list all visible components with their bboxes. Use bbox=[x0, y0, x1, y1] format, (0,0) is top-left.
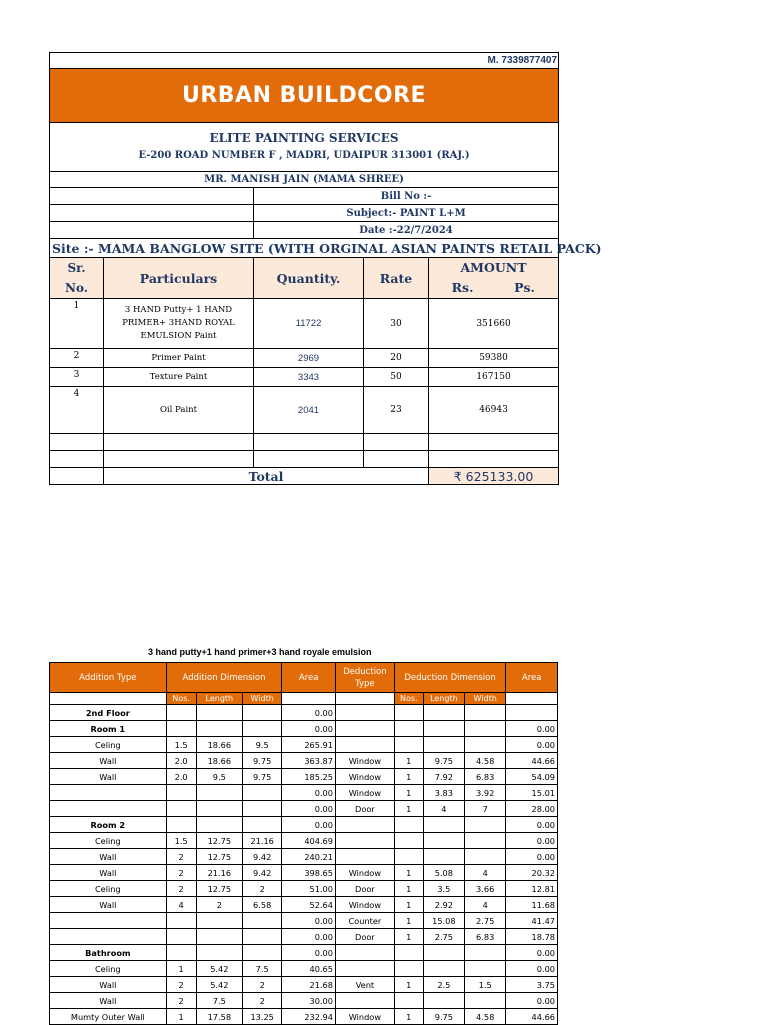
ded-nos-cell: 1 bbox=[394, 929, 423, 945]
addition-type-cell: Celing bbox=[50, 881, 167, 897]
add-width-cell bbox=[243, 929, 282, 945]
deduction-type-cell bbox=[335, 705, 394, 721]
item-amount: 351660 bbox=[429, 299, 559, 349]
ded-nos-cell bbox=[394, 737, 423, 753]
addition-type-cell: Celing bbox=[50, 737, 167, 753]
sheet-row bbox=[50, 785, 558, 801]
addition-type-cell: Celing bbox=[50, 961, 167, 977]
ded-area-cell: 11.68 bbox=[506, 897, 558, 913]
ded-width-cell: 2.75 bbox=[465, 913, 506, 929]
item-amount: 59380 bbox=[429, 349, 559, 368]
add-nos-cell bbox=[166, 913, 196, 929]
sheet-row bbox=[50, 913, 558, 929]
add-area-cell: 0.00 bbox=[282, 801, 336, 817]
ded-length-cell: 2.75 bbox=[423, 929, 464, 945]
site-name: Site :- MAMA BANGLOW SITE (WITH ORGINAL ASIAN PAINTS RETAIL PACK) bbox=[50, 239, 559, 258]
ded-length-cell bbox=[423, 705, 464, 721]
ded-area-cell: 15.01 bbox=[506, 785, 558, 801]
deduction-type-cell bbox=[335, 737, 394, 753]
table-row bbox=[50, 299, 559, 349]
ded-area-cell: 0.00 bbox=[506, 817, 558, 833]
addition-type-cell: Bathroom bbox=[50, 945, 167, 961]
add-length-cell: 17.58 bbox=[196, 1009, 242, 1025]
ded-area-cell: 0.00 bbox=[506, 945, 558, 961]
sheet-row bbox=[50, 705, 558, 721]
add-length-cell bbox=[196, 817, 242, 833]
ded-nos-cell: 1 bbox=[394, 801, 423, 817]
add-nos-cell bbox=[166, 721, 196, 737]
ded-nos-cell: 1 bbox=[394, 785, 423, 801]
ded-length-cell bbox=[423, 961, 464, 977]
nos-header: Nos. bbox=[166, 693, 196, 705]
add-width-cell: 7.5 bbox=[243, 961, 282, 977]
sheet-subheader-row bbox=[50, 693, 558, 705]
addition-type-cell bbox=[50, 785, 167, 801]
add-nos-cell: 1.5 bbox=[166, 737, 196, 753]
no-header-text: No. bbox=[65, 281, 88, 295]
item-quantity: 2969 bbox=[254, 349, 364, 368]
ded-width-cell bbox=[465, 705, 506, 721]
deduction-type-cell: Vent bbox=[335, 977, 394, 993]
bill-subject: Subject:- PAINT L+M bbox=[254, 205, 559, 222]
add-length-cell bbox=[196, 785, 242, 801]
item-amount: 167150 bbox=[429, 368, 559, 387]
ded-length-cell: 2.92 bbox=[423, 897, 464, 913]
ded-length-cell: 9.75 bbox=[423, 1009, 464, 1025]
add-area-cell: 0.00 bbox=[282, 945, 336, 961]
rs-header: Rs. bbox=[451, 280, 474, 295]
ded-length-cell: 9.75 bbox=[423, 753, 464, 769]
ded-width-cell bbox=[465, 993, 506, 1009]
sheet-row bbox=[50, 817, 558, 833]
add-area-cell: 0.00 bbox=[282, 721, 336, 737]
ded-length-cell: 7.92 bbox=[423, 769, 464, 785]
add-nos-cell bbox=[166, 929, 196, 945]
ded-area-cell: 44.66 bbox=[506, 753, 558, 769]
add-width-cell: 6.58 bbox=[243, 897, 282, 913]
company-name: URBAN BUILDCORE bbox=[50, 69, 559, 123]
item-sr: 2 bbox=[50, 349, 104, 368]
sheet-row bbox=[50, 865, 558, 881]
addition-type-cell bbox=[50, 801, 167, 817]
ded-nos-cell: 1 bbox=[394, 977, 423, 993]
item-quantity: 3343 bbox=[254, 368, 364, 387]
ded-area-cell: 0.00 bbox=[506, 833, 558, 849]
add-nos-cell bbox=[166, 705, 196, 721]
ded-width-cell bbox=[465, 817, 506, 833]
add-width-cell: 9.5 bbox=[243, 737, 282, 753]
sheet-row bbox=[50, 721, 558, 737]
add-nos-cell: 2 bbox=[166, 993, 196, 1009]
add-nos-cell: 2 bbox=[166, 865, 196, 881]
ded-nos-cell: 1 bbox=[394, 753, 423, 769]
add-nos-cell: 1 bbox=[166, 1009, 196, 1025]
empty-row bbox=[50, 434, 559, 451]
width-header: Width bbox=[243, 693, 282, 705]
item-particulars: Primer Paint bbox=[104, 349, 254, 368]
ded-length-cell: 15.08 bbox=[423, 913, 464, 929]
total-row bbox=[50, 468, 559, 485]
ded-width-cell: 3.92 bbox=[465, 785, 506, 801]
add-area-cell: 21.68 bbox=[282, 977, 336, 993]
deduction-dimension-header: Deduction Dimension bbox=[394, 663, 506, 693]
service-header bbox=[50, 123, 559, 172]
ded-area-cell: 3.75 bbox=[506, 977, 558, 993]
sheet-row bbox=[50, 833, 558, 849]
sr-header-text: Sr. bbox=[67, 261, 86, 275]
empty-row bbox=[50, 451, 559, 468]
add-length-cell: 2 bbox=[196, 897, 242, 913]
ded-width-cell: 4 bbox=[465, 865, 506, 881]
addition-type-cell: Wall bbox=[50, 993, 167, 1009]
add-area-cell: 0.00 bbox=[282, 929, 336, 945]
sheet-row bbox=[50, 945, 558, 961]
addition-type-cell bbox=[50, 913, 167, 929]
ded-area-cell: 54.09 bbox=[506, 769, 558, 785]
bill-date: Date :-22/7/2024 bbox=[254, 222, 559, 239]
addition-type-cell: Wall bbox=[50, 753, 167, 769]
length-header: Length bbox=[196, 693, 242, 705]
ded-width-cell: 3.66 bbox=[465, 881, 506, 897]
sr-no-header bbox=[50, 258, 104, 299]
ded-length-cell: 3.5 bbox=[423, 881, 464, 897]
deduction-type-cell bbox=[335, 945, 394, 961]
ded-width-cell bbox=[465, 945, 506, 961]
deduction-type-cell bbox=[335, 817, 394, 833]
sheet-row bbox=[50, 737, 558, 753]
addition-type-cell: 2nd Floor bbox=[50, 705, 167, 721]
item-amount: 46943 bbox=[429, 387, 559, 434]
add-nos-cell: 4 bbox=[166, 897, 196, 913]
add-width-cell: 2 bbox=[243, 993, 282, 1009]
item-quantity: 2041 bbox=[254, 387, 364, 434]
amount-header bbox=[429, 258, 559, 299]
add-nos-cell bbox=[166, 801, 196, 817]
item-particulars: Texture Paint bbox=[104, 368, 254, 387]
meta-blank bbox=[50, 188, 254, 205]
ded-width-cell: 6.83 bbox=[465, 929, 506, 945]
item-sr: 3 bbox=[50, 368, 104, 387]
total-value: ₹ 625133.00 bbox=[429, 468, 559, 485]
deduction-type-cell: Window bbox=[335, 897, 394, 913]
ded-nos-cell bbox=[394, 961, 423, 977]
bill-table bbox=[49, 52, 602, 485]
ded-area-cell: 41.47 bbox=[506, 913, 558, 929]
item-rate: 50 bbox=[364, 368, 429, 387]
add-nos-cell: 1 bbox=[166, 961, 196, 977]
nos-header-2: Nos. bbox=[394, 693, 423, 705]
rate-header: Rate bbox=[364, 258, 429, 299]
ded-length-cell bbox=[423, 833, 464, 849]
add-length-cell: 21.16 bbox=[196, 865, 242, 881]
item-sr: 1 bbox=[50, 299, 104, 349]
measurement-table bbox=[49, 662, 558, 1025]
length-header-2: Length bbox=[423, 693, 464, 705]
meta-blank bbox=[50, 222, 254, 239]
addition-type-cell: Wall bbox=[50, 865, 167, 881]
deduction-type-cell: Window bbox=[335, 785, 394, 801]
ded-width-cell: 1.5 bbox=[465, 977, 506, 993]
deduction-type-header: Deduction Type bbox=[335, 663, 394, 693]
addition-type-cell: Wall bbox=[50, 849, 167, 865]
deduction-type-cell: Window bbox=[335, 865, 394, 881]
addition-dimension-header: Addition Dimension bbox=[166, 663, 282, 693]
add-length-cell: 9.5 bbox=[196, 769, 242, 785]
add-width-cell: 21.16 bbox=[243, 833, 282, 849]
addition-type-cell: Wall bbox=[50, 977, 167, 993]
ded-nos-cell bbox=[394, 833, 423, 849]
add-nos-cell bbox=[166, 817, 196, 833]
deduction-type-cell bbox=[335, 833, 394, 849]
addition-type-cell: Room 2 bbox=[50, 817, 167, 833]
ded-area-cell bbox=[506, 705, 558, 721]
ded-area-cell: 0.00 bbox=[506, 721, 558, 737]
ded-length-cell bbox=[423, 945, 464, 961]
add-width-cell: 13.25 bbox=[243, 1009, 282, 1025]
company-address: E-200 ROAD NUMBER F , MADRI, UDAIPUR 313001 (RAJ.) bbox=[138, 150, 470, 161]
client-name: MR. MANISH JAIN (MAMA SHREE) bbox=[50, 172, 559, 188]
ded-width-cell: 6.83 bbox=[465, 769, 506, 785]
particulars-header: Particulars bbox=[104, 258, 254, 299]
ded-nos-cell bbox=[394, 945, 423, 961]
ded-length-cell: 2.5 bbox=[423, 977, 464, 993]
ded-width-cell bbox=[465, 737, 506, 753]
table-row bbox=[50, 368, 559, 387]
add-width-cell bbox=[243, 801, 282, 817]
sheet-row bbox=[50, 897, 558, 913]
bill-header-row bbox=[50, 258, 559, 299]
ded-length-cell: 5.08 bbox=[423, 865, 464, 881]
ded-width-cell: 4.58 bbox=[465, 1009, 506, 1025]
add-area-cell: 185.25 bbox=[282, 769, 336, 785]
ded-length-cell bbox=[423, 737, 464, 753]
meta-blank bbox=[50, 205, 254, 222]
ps-header: Ps. bbox=[514, 280, 535, 295]
add-nos-cell bbox=[166, 785, 196, 801]
add-area-cell: 30.00 bbox=[282, 993, 336, 1009]
item-quantity: 11722 bbox=[254, 299, 364, 349]
sheet-row bbox=[50, 769, 558, 785]
service-name: ELITE PAINTING SERVICES bbox=[209, 131, 399, 145]
deduction-type-cell: Counter bbox=[335, 913, 394, 929]
deduction-type-cell: Door bbox=[335, 881, 394, 897]
width-header-2: Width bbox=[465, 693, 506, 705]
addition-type-cell bbox=[50, 929, 167, 945]
ded-length-cell bbox=[423, 849, 464, 865]
add-length-cell: 12.75 bbox=[196, 881, 242, 897]
ded-nos-cell bbox=[394, 849, 423, 865]
sheet-row bbox=[50, 801, 558, 817]
add-area-cell: 0.00 bbox=[282, 785, 336, 801]
add-length-cell bbox=[196, 945, 242, 961]
add-width-cell: 9.75 bbox=[243, 769, 282, 785]
add-area-cell: 0.00 bbox=[282, 913, 336, 929]
ded-width-cell: 4.58 bbox=[465, 753, 506, 769]
add-width-cell bbox=[243, 817, 282, 833]
ded-width-cell bbox=[465, 833, 506, 849]
ded-area-cell: 44.66 bbox=[506, 1009, 558, 1025]
bill-number: Bill No :- bbox=[254, 188, 559, 205]
sheet-row bbox=[50, 1009, 558, 1025]
area-header-2: Area bbox=[506, 663, 558, 693]
add-width-cell bbox=[243, 913, 282, 929]
sheet-row bbox=[50, 881, 558, 897]
sheet-subtitle: 3 hand putty+1 hand primer+3 hand royale emulsion bbox=[148, 647, 372, 657]
ded-length-cell bbox=[423, 721, 464, 737]
deduction-type-cell: Door bbox=[335, 929, 394, 945]
add-area-cell: 40.65 bbox=[282, 961, 336, 977]
add-width-cell bbox=[243, 705, 282, 721]
item-particulars: 3 HAND Putty+ 1 HAND PRIMER+ 3HAND ROYAL EMULSION Paint bbox=[104, 299, 254, 349]
deduction-type-cell: Door bbox=[335, 801, 394, 817]
add-nos-cell bbox=[166, 945, 196, 961]
addition-type-cell: Mumty Outer Wall bbox=[50, 1009, 167, 1025]
add-area-cell: 240.21 bbox=[282, 849, 336, 865]
ded-width-cell bbox=[465, 721, 506, 737]
phone-number: M. 7339877407 bbox=[50, 53, 559, 69]
ded-area-cell: 0.00 bbox=[506, 993, 558, 1009]
add-width-cell: 9.75 bbox=[243, 753, 282, 769]
add-width-cell: 2 bbox=[243, 977, 282, 993]
add-length-cell: 5.42 bbox=[196, 977, 242, 993]
add-area-cell: 404.69 bbox=[282, 833, 336, 849]
ded-area-cell: 20.32 bbox=[506, 865, 558, 881]
add-area-cell: 265.91 bbox=[282, 737, 336, 753]
deduction-type-cell bbox=[335, 961, 394, 977]
ded-nos-cell bbox=[394, 705, 423, 721]
deduction-type-cell bbox=[335, 721, 394, 737]
add-width-cell: 9.42 bbox=[243, 865, 282, 881]
add-length-cell bbox=[196, 801, 242, 817]
ded-nos-cell bbox=[394, 721, 423, 737]
add-area-cell: 398.65 bbox=[282, 865, 336, 881]
sheet-row bbox=[50, 753, 558, 769]
table-row bbox=[50, 349, 559, 368]
add-length-cell: 12.75 bbox=[196, 833, 242, 849]
total-label: Total bbox=[104, 468, 429, 485]
item-particulars: Oil Paint bbox=[104, 387, 254, 434]
add-area-cell: 232.94 bbox=[282, 1009, 336, 1025]
ded-width-cell bbox=[465, 961, 506, 977]
ded-width-cell bbox=[465, 849, 506, 865]
deduction-type-cell: Window bbox=[335, 1009, 394, 1025]
item-rate: 30 bbox=[364, 299, 429, 349]
ded-nos-cell bbox=[394, 817, 423, 833]
deduction-type-cell bbox=[335, 993, 394, 1009]
ded-area-cell: 12.81 bbox=[506, 881, 558, 897]
ded-nos-cell: 1 bbox=[394, 865, 423, 881]
add-nos-cell: 2 bbox=[166, 881, 196, 897]
add-nos-cell: 2 bbox=[166, 849, 196, 865]
ded-length-cell bbox=[423, 817, 464, 833]
addition-type-cell: Wall bbox=[50, 769, 167, 785]
add-width-cell bbox=[243, 721, 282, 737]
amount-header-text: AMOUNT bbox=[460, 260, 527, 275]
add-nos-cell: 2.0 bbox=[166, 753, 196, 769]
add-nos-cell: 2 bbox=[166, 977, 196, 993]
sheet-row bbox=[50, 977, 558, 993]
ded-area-cell: 0.00 bbox=[506, 849, 558, 865]
ded-width-cell: 4 bbox=[465, 897, 506, 913]
add-nos-cell: 2.0 bbox=[166, 769, 196, 785]
add-area-cell: 0.00 bbox=[282, 705, 336, 721]
add-length-cell bbox=[196, 913, 242, 929]
addition-type-header: Addition Type bbox=[50, 663, 167, 693]
add-length-cell: 5.42 bbox=[196, 961, 242, 977]
sheet-header-row bbox=[50, 663, 558, 693]
deduction-type-cell bbox=[335, 849, 394, 865]
ded-nos-cell: 1 bbox=[394, 897, 423, 913]
add-length-cell bbox=[196, 705, 242, 721]
add-length-cell: 12.75 bbox=[196, 849, 242, 865]
add-length-cell: 18.66 bbox=[196, 753, 242, 769]
total-blank bbox=[50, 468, 104, 485]
ded-length-cell bbox=[423, 993, 464, 1009]
add-length-cell: 7.5 bbox=[196, 993, 242, 1009]
sheet-row bbox=[50, 993, 558, 1009]
ded-nos-cell: 1 bbox=[394, 881, 423, 897]
item-rate: 23 bbox=[364, 387, 429, 434]
add-width-cell bbox=[243, 945, 282, 961]
ded-area-cell: 28.00 bbox=[506, 801, 558, 817]
sheet-row bbox=[50, 929, 558, 945]
ded-nos-cell: 1 bbox=[394, 1009, 423, 1025]
add-nos-cell: 1.5 bbox=[166, 833, 196, 849]
ded-nos-cell: 1 bbox=[394, 769, 423, 785]
addition-type-cell: Wall bbox=[50, 897, 167, 913]
add-area-cell: 52.64 bbox=[282, 897, 336, 913]
add-area-cell: 363.87 bbox=[282, 753, 336, 769]
add-area-cell: 0.00 bbox=[282, 817, 336, 833]
add-width-cell bbox=[243, 785, 282, 801]
ded-area-cell: 0.00 bbox=[506, 737, 558, 753]
quantity-header: Quantity. bbox=[254, 258, 364, 299]
add-width-cell: 2 bbox=[243, 881, 282, 897]
table-row bbox=[50, 387, 559, 434]
add-length-cell bbox=[196, 929, 242, 945]
add-width-cell: 9.42 bbox=[243, 849, 282, 865]
ded-area-cell: 0.00 bbox=[506, 961, 558, 977]
ded-area-cell: 18.78 bbox=[506, 929, 558, 945]
add-length-cell: 18.66 bbox=[196, 737, 242, 753]
item-sr: 4 bbox=[50, 387, 104, 434]
add-area-cell: 51.00 bbox=[282, 881, 336, 897]
ded-length-cell: 4 bbox=[423, 801, 464, 817]
ded-width-cell: 7 bbox=[465, 801, 506, 817]
ded-nos-cell bbox=[394, 993, 423, 1009]
sheet-row bbox=[50, 961, 558, 977]
deduction-type-cell: Window bbox=[335, 769, 394, 785]
deduction-type-cell: Window bbox=[335, 753, 394, 769]
item-rate: 20 bbox=[364, 349, 429, 368]
addition-type-cell: Room 1 bbox=[50, 721, 167, 737]
addition-type-cell: Celing bbox=[50, 833, 167, 849]
ded-nos-cell: 1 bbox=[394, 913, 423, 929]
add-length-cell bbox=[196, 721, 242, 737]
sheet-row bbox=[50, 849, 558, 865]
area-header: Area bbox=[282, 663, 336, 693]
ded-length-cell: 3.83 bbox=[423, 785, 464, 801]
